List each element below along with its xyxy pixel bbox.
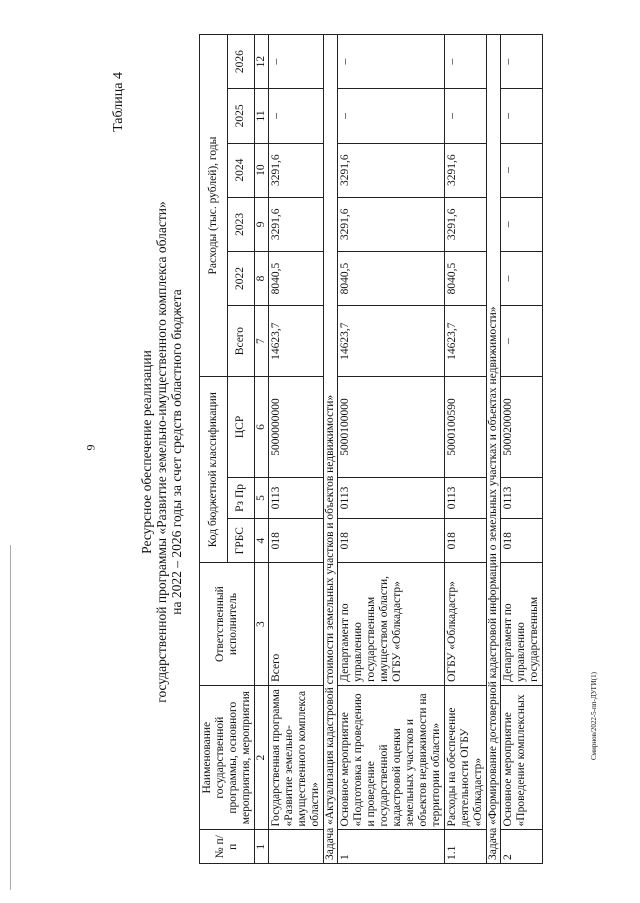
cell-2023: 3291,6 xyxy=(445,197,487,251)
cell-grbs: 018 xyxy=(269,519,324,563)
col-2026-header: 2026 xyxy=(227,35,255,89)
cell-rzpr: 0113 xyxy=(338,477,445,518)
task-title: Задача «Формирование достоверной кадастровой информации о земельных участках и объектах недвижимости» xyxy=(487,35,501,864)
cell-total: 14623,7 xyxy=(269,306,324,377)
cell-name: Государственная программа «Развитие земельно-имущественного комплекса области» xyxy=(269,685,324,830)
col-rzpr-header: Рз Пр xyxy=(227,477,255,518)
col-executor-header: Ответственный исполнитель xyxy=(200,563,255,686)
cell-2026: – xyxy=(338,35,445,89)
cell-2025: – xyxy=(445,89,487,143)
cell-2022: – xyxy=(501,251,543,305)
col-grbs-header: ГРБС xyxy=(227,519,255,563)
rotated-page-content xyxy=(111,32,631,872)
col-budget-code-header: Код бюджетной классификации xyxy=(200,377,228,563)
cell-2025: – xyxy=(269,89,324,143)
cell-2023: 3291,6 xyxy=(338,197,445,251)
cell-csr: 5000100000 xyxy=(338,377,445,478)
col-number: 10 xyxy=(255,143,269,197)
table-row-program xyxy=(269,35,324,864)
cell-executor: Департамент по управлению государственным имуществом области, ОГБУ «Облкадастр» xyxy=(338,563,445,686)
column-numbers-row xyxy=(255,35,269,864)
col-number: 12 xyxy=(255,35,269,89)
cell-executor: Всего xyxy=(269,563,324,686)
cell-grbs: 018 xyxy=(501,519,543,563)
heading-line-1: Ресурсное обеспечение реализации xyxy=(139,350,154,554)
col-csr-header: ЦСР xyxy=(227,377,255,478)
cell-2024: 3291,6 xyxy=(269,143,324,197)
table-label: Таблица 4 xyxy=(111,72,126,132)
cell-2022: 8040,5 xyxy=(269,251,324,305)
resource-table xyxy=(199,34,543,864)
cell-2026: – xyxy=(501,35,543,89)
cell-executor: Департамент по управлению государственным xyxy=(501,563,543,686)
cell-2025: – xyxy=(338,89,445,143)
cell-2025: – xyxy=(501,89,543,143)
col-number: 4 xyxy=(255,519,269,563)
col-expenses-header: Расходы (тыс. рублей), годы xyxy=(200,35,228,377)
cell-2026: – xyxy=(269,35,324,89)
cell-total: 14623,7 xyxy=(338,306,445,377)
cell-num xyxy=(269,830,324,864)
cell-num: 1 xyxy=(338,830,445,864)
cell-total: 14623,7 xyxy=(445,306,487,377)
cell-2024: – xyxy=(501,143,543,197)
col-num-header: № п/п xyxy=(200,830,255,864)
cell-csr: 5000000000 xyxy=(269,377,324,478)
col-number: 1 xyxy=(255,830,269,864)
page-heading xyxy=(139,32,184,872)
cell-num: 2 xyxy=(501,830,543,864)
cell-grbs: 018 xyxy=(445,519,487,563)
cell-name: Расходы на обеспечение деятельности ОГБУ «Облкадастр» xyxy=(445,685,487,830)
cell-name: Основное мероприятие «Подготовка к проведению и проведение государственной кадастровой оценки земельных участков и объектов недвижимости на территории области» xyxy=(338,685,445,830)
header-row xyxy=(200,35,228,864)
cell-rzpr: 0113 xyxy=(445,477,487,518)
col-number: 7 xyxy=(255,306,269,377)
cell-total: – xyxy=(501,306,543,377)
col-number: 5 xyxy=(255,477,269,518)
col-name-header: Наименование государственной программы, основного мероприятия, мероприятия xyxy=(200,685,255,830)
cell-2024: 3291,6 xyxy=(445,143,487,197)
cell-num: 1.1 xyxy=(445,830,487,864)
heading-line-3: на 2022 – 2026 годы за счет средств областного бюджета xyxy=(169,289,184,615)
cell-2024: 3291,6 xyxy=(338,143,445,197)
cell-rzpr: 0113 xyxy=(501,477,543,518)
task-row-1 xyxy=(324,35,338,864)
table-row-1 xyxy=(338,35,445,864)
page-number: 9 xyxy=(83,444,98,451)
margin-line xyxy=(10,545,11,890)
cell-2022: 8040,5 xyxy=(338,251,445,305)
col-number: 11 xyxy=(255,89,269,143)
cell-2023: – xyxy=(501,197,543,251)
col-2025-header: 2025 xyxy=(227,89,255,143)
cell-rzpr: 0113 xyxy=(269,477,324,518)
cell-csr: 5000100590 xyxy=(445,377,487,478)
col-2023-header: 2023 xyxy=(227,197,255,251)
task-row-2 xyxy=(487,35,501,864)
col-total-header: Всего xyxy=(227,306,255,377)
cell-2026: – xyxy=(445,35,487,89)
cell-2022: 8040,5 xyxy=(445,251,487,305)
col-number: 3 xyxy=(255,563,269,686)
table-row-2 xyxy=(501,35,543,864)
task-title: Задача «Актуализация кадастровой стоимости земельных участков и объектов недвижимости» xyxy=(324,35,338,864)
footer-note: Смирнов/2022-5-пп-ДУГИ(1) xyxy=(590,672,598,760)
col-number: 8 xyxy=(255,251,269,305)
col-number: 2 xyxy=(255,685,269,830)
table-row-1-1 xyxy=(445,35,487,864)
col-number: 9 xyxy=(255,197,269,251)
heading-line-2: государственной программы «Развитие земельно-имущественного комплекса области» xyxy=(154,201,169,703)
cell-name: Основное мероприятие «Проведение комплексных xyxy=(501,685,543,830)
cell-executor: ОГБУ «Облкадастр» xyxy=(445,563,487,686)
col-number: 6 xyxy=(255,377,269,478)
cell-2023: 3291,6 xyxy=(269,197,324,251)
col-2024-header: 2024 xyxy=(227,143,255,197)
cell-grbs: 018 xyxy=(338,519,445,563)
cell-csr: 5000200000 xyxy=(501,377,543,478)
col-2022-header: 2022 xyxy=(227,251,255,305)
